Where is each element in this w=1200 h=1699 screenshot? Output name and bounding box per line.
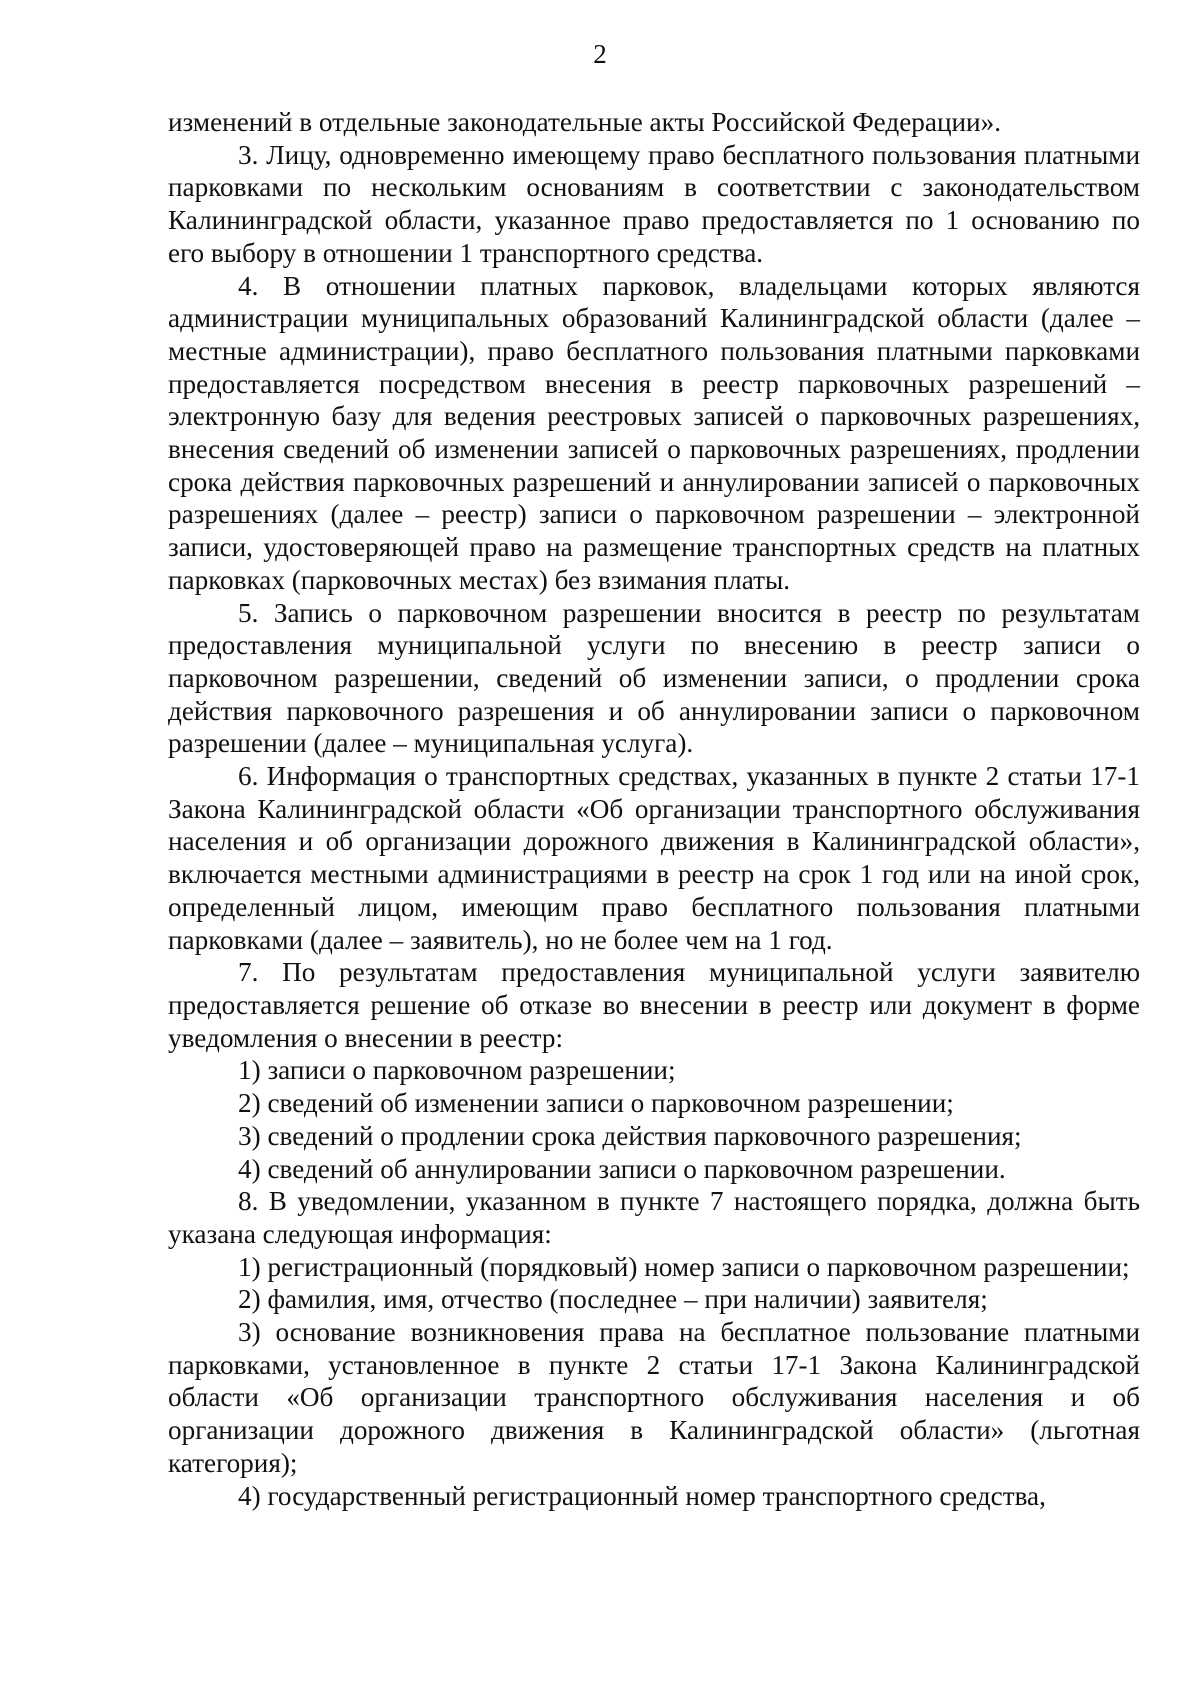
document-body bbox=[168, 106, 1140, 1512]
paragraph-item-3: 3. Лицу, одновременно имеющему право бесплатного пользования платными парковками по нескольким основаниям в соответствии с законодательством Калининградской области, указанное право предоставляется по 1 основанию по его выбору в отношении 1 транспортного средства. bbox=[168, 139, 1140, 268]
paragraph-item-8: 8. В уведомлении, указанном в пункте 7 настоящего порядка, должна быть указана следующая информация: bbox=[168, 1186, 1140, 1249]
list-item-7-2: 2) сведений об изменении записи о парковочном разрешении; bbox=[238, 1088, 954, 1119]
list-item-8-4: 4) государственный регистрационный номер транспортного средства, bbox=[238, 1480, 1046, 1511]
list-item-7-1: 1) записи о парковочном разрешении; bbox=[238, 1055, 676, 1086]
list-item-7-3: 3) сведений о продлении срока действия парковочного разрешения; bbox=[238, 1120, 1022, 1151]
paragraph-item-5: 5. Запись о парковочном разрешении вносится в реестр по результатам предоставления муниципальной услуги по внесению в реестр записи о парковочном разрешении, сведений об изменении записи, о продлении срока действия парковочного разрешения и об аннулировании записи о парковочном разрешении (далее – муниципальная услуга). bbox=[168, 597, 1140, 759]
list-item-8-3: 3) основание возникновения права на бесплатное пользование платными парковками, установленное в пункте 2 статьи 17-1 Закона Калининградской области «Об организации транспортного обслуживания населения и об организации дорожного движения в Калининградской области» (льготная категория); bbox=[168, 1317, 1140, 1478]
paragraph-item-4: 4. В отношении платных парковок, владельцами которых являются администрации муниципальных образований Калининградской области (далее – местные администрации), право бесплатного пользования платными парковками предоставляется посредством внесения в реестр парковочных разрешений – электронную базу для ведения реестровых записей о парковочных разрешениях, внесения сведений об изменении записей о парковочных разрешениях, продлении срока действия парковочных разрешений и аннулировании записей о парковочных разрешениях (далее – реестр) записи о парковочном разрешении – электронной записи, удостоверяющей право на размещение транспортных средств на платных парковках (парковочных местах) без взимания платы. bbox=[168, 270, 1140, 595]
list-item-8-1: 1) регистрационный (порядковый) номер записи о парковочном разрешении; bbox=[238, 1251, 1130, 1282]
list-item-8-2: 2) фамилия, имя, отчество (последнее – при наличии) заявителя; bbox=[238, 1284, 988, 1315]
paragraph-item-6: 6. Информация о транспортных средствах, указанных в пункте 2 статьи 17-1 Закона Калининградской области «Об организации транспортного обслуживания населения и об организации дорожного движения в Калининградской области», включается местными администрациями в реестр на срок 1 год или на иной срок, определенный лицом, имеющим право бесплатного пользования платными парковками (далее – заявитель), но не более чем на 1 год. bbox=[168, 761, 1140, 955]
paragraph-continuation: изменений в отдельные законодательные акты Российской Федерации». bbox=[168, 107, 1001, 137]
page-number: 2 bbox=[593, 39, 607, 69]
paragraph-item-7: 7. По результатам предоставления муниципальной услуги заявителю предоставляется решение об отказе во внесении в реестр или документ в форме уведомления о внесении в реестр: bbox=[168, 957, 1140, 1053]
list-item-7-4: 4) сведений об аннулировании записи о парковочном разрешении. bbox=[238, 1153, 1006, 1184]
